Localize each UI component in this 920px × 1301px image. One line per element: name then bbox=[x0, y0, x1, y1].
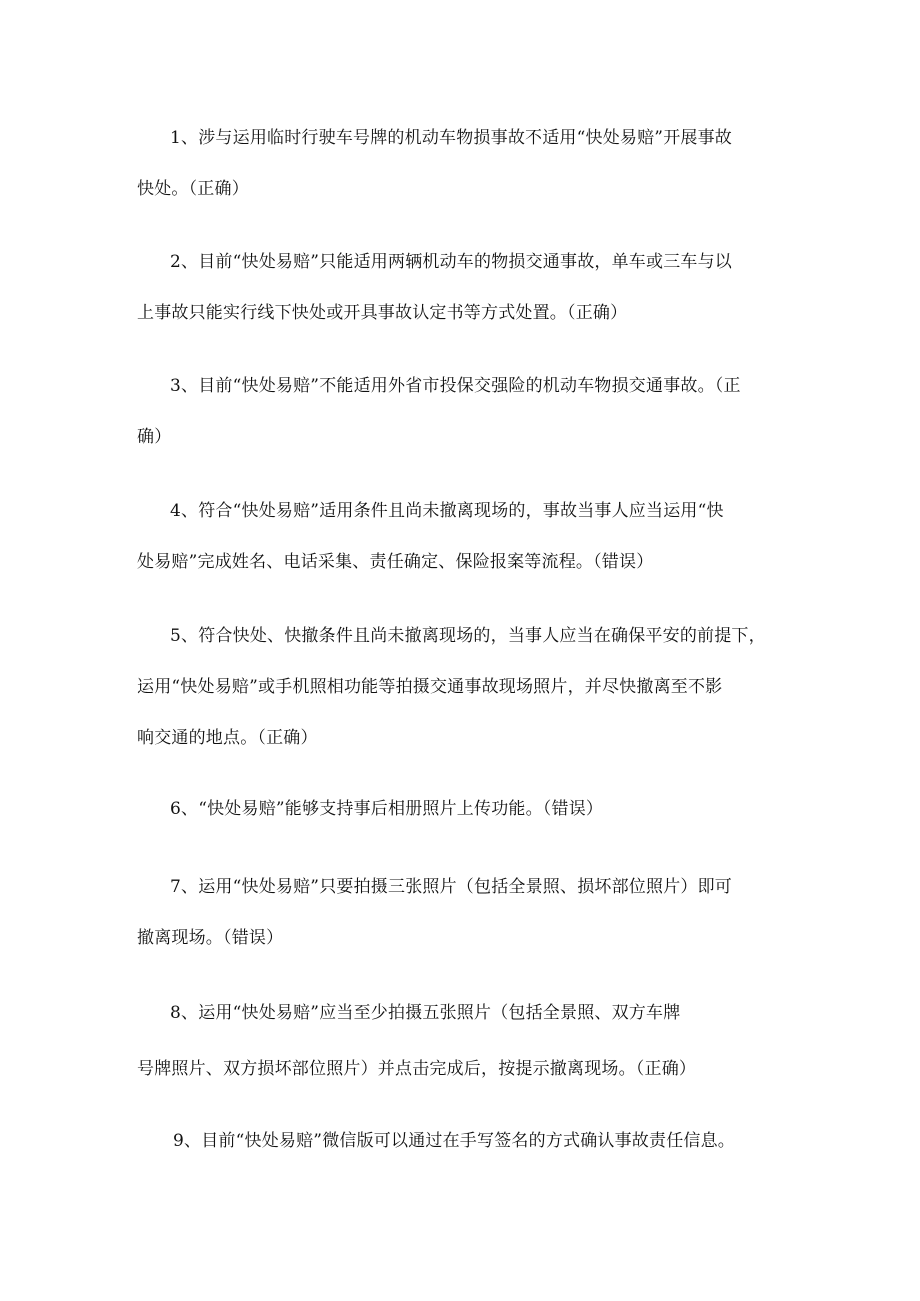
question-item-7 bbox=[137, 875, 797, 950]
question-line: 6、“快处易赔”能够支持事后相册照片上传功能。（错误） bbox=[170, 799, 604, 819]
question-item-3 bbox=[137, 374, 797, 449]
question-item-9 bbox=[137, 1129, 797, 1153]
question-line: 9、目前“快处易赔”微信版可以通过在手写签名的方式确认事故责任信息。 bbox=[173, 1131, 735, 1151]
question-line: 3、目前“快处易赔”不能适用外省市投保交强险的机动车物损交通事故。（正 bbox=[170, 376, 741, 396]
question-line: 上事故只能实行线下快处或开具事故认定书等方式处置。（正确） bbox=[137, 303, 628, 323]
question-item-1 bbox=[137, 126, 797, 201]
question-line: 撤离现场。（错误） bbox=[137, 928, 284, 948]
question-line: 5、符合快处、快撤条件且尚未撤离现场的，当事人应当在确保平安的前提下， bbox=[170, 626, 766, 646]
question-line: 确） bbox=[137, 427, 172, 447]
question-item-4 bbox=[137, 499, 797, 574]
question-line: 响交通的地点。（正确） bbox=[137, 728, 318, 748]
question-line: 1、涉与运用临时行驶车号牌的机动车物损事故不适用“快处易赔”开展事故 bbox=[170, 128, 732, 148]
question-line: 处易赔”完成姓名、电话采集、责任确定、保险报案等流程。（错误） bbox=[137, 552, 654, 572]
question-line: 4、符合“快处易赔”适用条件且尚未撤离现场的，事故当事人应当运用“快 bbox=[170, 501, 724, 521]
question-line: 7、运用“快处易赔”只要拍摄三张照片（包括全景照、损坏部位照片）即可 bbox=[170, 877, 732, 897]
question-line: 8、运用“快处易赔”应当至少拍摄五张照片（包括全景照、双方车牌 bbox=[170, 1003, 681, 1023]
question-item-5 bbox=[137, 624, 797, 750]
question-line: 快处。（正确） bbox=[137, 179, 249, 199]
question-line: 2、目前“快处易赔”只能适用两辆机动车的物损交通事故，单车或三车与以 bbox=[170, 252, 732, 272]
question-item-8 bbox=[137, 1001, 797, 1081]
question-line: 运用“快处易赔”或手机照相功能等拍摄交通事故现场照片，并尽快撤离至不影 bbox=[137, 677, 723, 697]
question-item-2 bbox=[137, 250, 797, 325]
question-line: 号牌照片、双方损坏部位照片）并点击完成后，按提示撤离现场。（正确） bbox=[137, 1059, 697, 1079]
question-item-6 bbox=[137, 797, 797, 821]
